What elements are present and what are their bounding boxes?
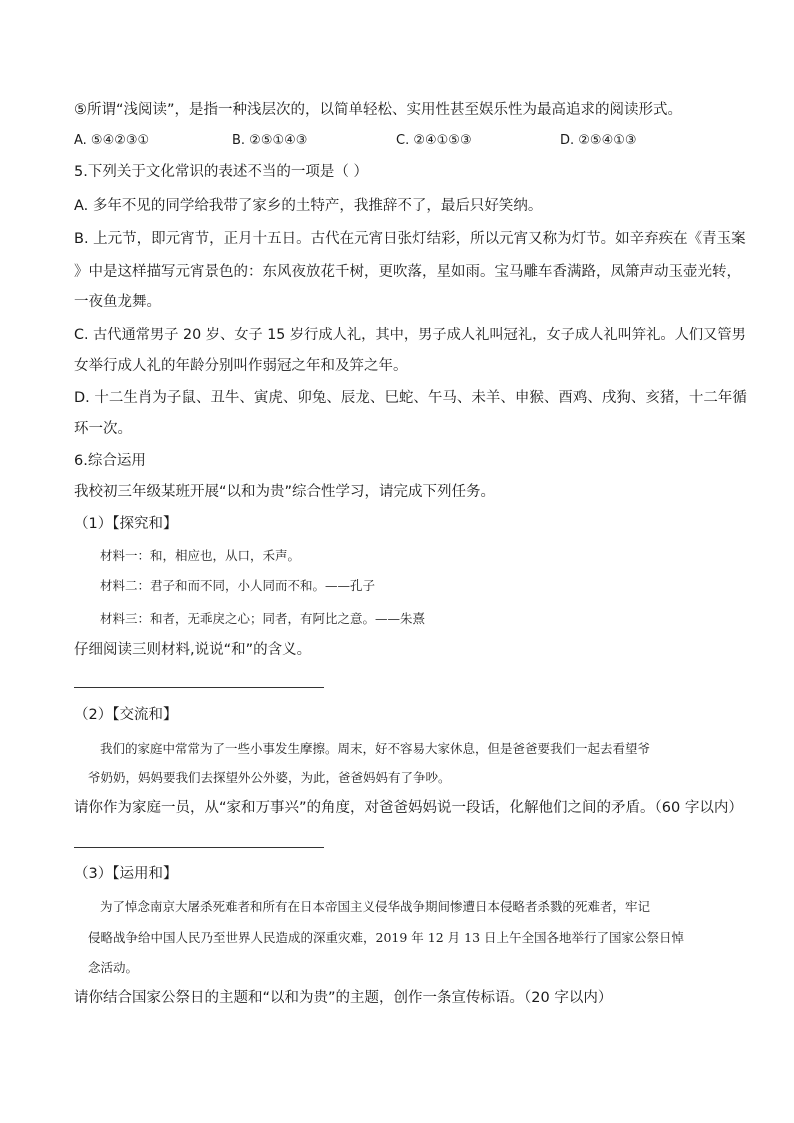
part-2-title: （2）【交流和】 [74,707,178,723]
part-2-passage-line-1: 我们的家庭中常常为了一些小事发生摩擦。周末，好不容易大家休息，但是爸爸要我们一起去看望爷 [100,741,651,756]
part-1-material-2: 材料二：君子和而不同，小人同而不和。——孔子 [100,578,376,593]
question-4-option-b: B. ②⑤①④③ [232,133,308,148]
part-1-task: 仔细阅读三则材料,说说“和”的含义。 [74,642,312,658]
part-3-passage-line-1: 为了悼念南京大屠杀死难者和所有在日本帝国主义侵华战争期间惨遭日本侵略者杀戮的死难者，牢记 [100,899,651,914]
question-5-option-a: A. 多年不见的同学给我带了家乡的土特产，我推辞不了，最后只好笑纳。 [74,198,543,214]
question-5-option-b-line-3: 一夜鱼龙舞。 [74,294,161,310]
part-1-answer-line [74,687,324,688]
part-2-task: 请你作为家庭一员，从“家和万事兴”的角度，对爸爸妈妈说一段话，化解他们之间的矛盾。（60 字以内） [74,800,743,816]
question-5-option-b-line-1: B. 上元节，即元宵节，正月十五日。古代在元宵日张灯结彩，所以元宵又称为灯节。如辛弃疾在《青玉案 [74,231,746,247]
question-5-stem: 5.下列关于文化常识的表述不当的一项是（ ） [74,164,368,180]
question-4-option-c: C. ②④①⑤③ [396,133,472,148]
part-1-material-1: 材料一：和，相应也，从口，禾声。 [100,548,301,563]
question-4-option-a: A. ⑤④②③① [74,133,150,148]
part-3-title: （3）【运用和】 [74,866,178,882]
question-6-title: 6.综合运用 [74,453,146,469]
question-5-option-c-line-2: 女举行成人礼的年龄分别叫作弱冠之年和及笄之年。 [74,358,408,374]
question-4-option-d: D. ②⑤④①③ [560,133,637,148]
part-2-answer-line [74,847,324,848]
question-5-option-b-line-2: 》中是这样描写元宵景色的：东风夜放花千树，更吹落，星如雨。宝马雕车香满路，凤箫声动玉壶光转， [74,264,741,280]
question-6-intro: 我校初三年级某班开展“以和为贵”综合性学习，请完成下列任务。 [74,484,496,500]
part-3-passage-line-2: 侵略战争给中国人民乃至世界人民造成的深重灾难，2019 年 12 月 13 日上午全国各地举行了国家公祭日悼 [88,930,684,945]
part-1-title: （1）【探究和】 [74,516,178,532]
part-1-material-3: 材料三：和者，无乖戾之心；同者，有阿比之意。——朱熹 [100,611,426,626]
question-5-option-d-line-2: 环一次。 [74,421,132,437]
part-3-passage-line-3: 念活动。 [88,960,139,975]
question-5-option-d-line-1: D. 十二生肖为子鼠、丑牛、寅虎、卯兔、辰龙、巳蛇、午马、未羊、申猴、酉鸡、戌狗、亥猪，十二年循 [74,390,747,406]
question-5-option-c-line-1: C. 古代通常男子 20 岁、女子 15 岁行成人礼，其中，男子成人礼叫冠礼，女子成人礼叫笄礼。人们又管男 [74,327,746,343]
question-4-item-5: ⑤所谓“浅阅读”，是指一种浅层次的，以简单轻松、实用性甚至娱乐性为最高追求的阅读形式。 [74,102,683,118]
part-3-task: 请你结合国家公祭日的主题和“以和为贵”的主题，创作一条宣传标语。（20 字以内） [74,990,613,1006]
part-2-passage-line-2: 爷奶奶，妈妈要我们去探望外公外婆，为此，爸爸妈妈有了争吵。 [88,770,451,785]
